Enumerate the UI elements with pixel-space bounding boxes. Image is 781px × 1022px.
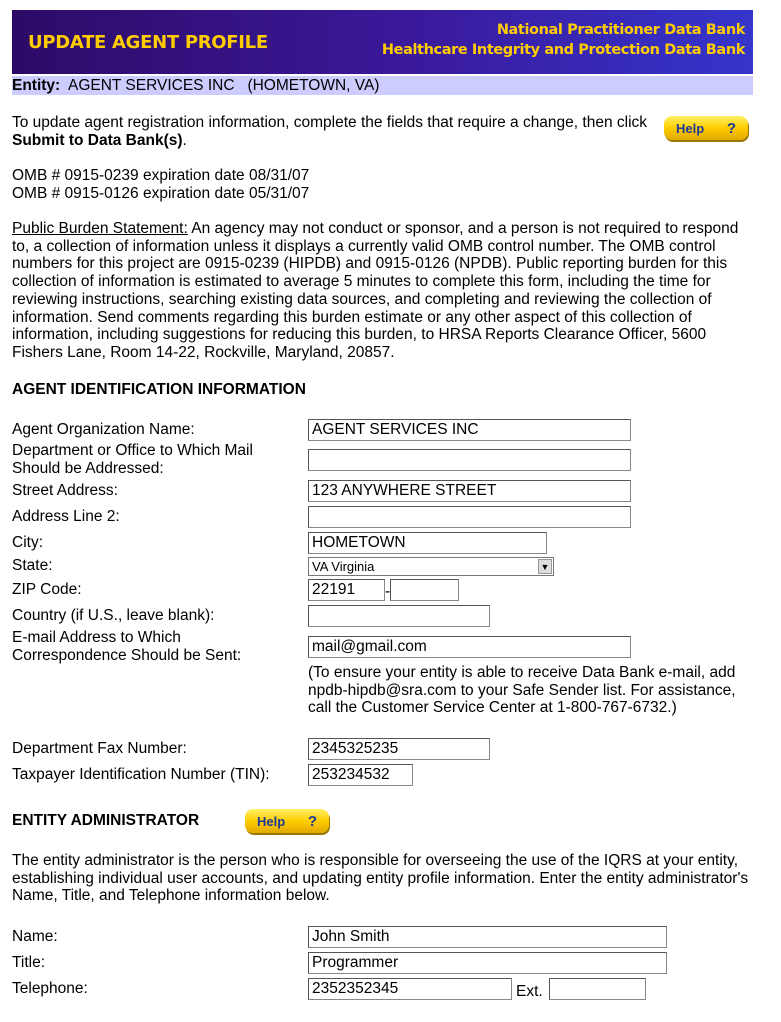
state-label: State: — [12, 557, 53, 574]
title-label: Title: — [12, 954, 46, 971]
email-label: E-mail Address to Which Correspondence Should be Sent: — [12, 629, 242, 664]
intro-text: To update agent registration information, complete the fields that require a change, then click Submit to Data Bank(s). — [12, 114, 648, 149]
ext-input[interactable] — [549, 978, 646, 1000]
entity-name: AGENT SERVICES INC — [67, 77, 235, 94]
telephone-label: Telephone: — [12, 980, 88, 997]
question-icon: ? — [307, 812, 317, 830]
org-name-label: Agent Organization Name: — [12, 421, 195, 438]
addr2-input[interactable] — [308, 506, 631, 528]
email-note: (To ensure your entity is able to receive Data Bank e-mail, add npdb-hipdb@sra.com to your Safe Sender list. For assistance, call the Customer Service Center at 1-800-767-6732.) — [308, 664, 736, 717]
city-label: City: — [12, 534, 43, 551]
org-name-hipdb: Healthcare Integrity and Protection Data Bank — [381, 42, 745, 58]
page-header — [12, 10, 753, 74]
email-input[interactable]: mail@gmail.com — [308, 636, 631, 658]
name-label: Name: — [12, 928, 58, 945]
state-select[interactable]: VA Virginia ▼ — [308, 557, 554, 576]
entity-label: Entity: — [12, 77, 61, 94]
admin-section-heading: ENTITY ADMINISTRATOR — [12, 812, 200, 829]
zip-label: ZIP Code: — [12, 581, 82, 598]
country-label: Country (if U.S., leave blank): — [12, 607, 215, 624]
street-input[interactable]: 123 ANYWHERE STREET — [308, 480, 631, 502]
omb-line: OMB # 0915-0239 expiration date 08/31/07 — [12, 167, 310, 184]
zip-input[interactable]: 22191 — [308, 579, 385, 601]
country-input[interactable] — [308, 605, 490, 627]
tin-label: Taxpayer Identification Number (TIN): — [12, 766, 270, 783]
omb-line: OMB # 0915-0126 expiration date 05/31/07 — [12, 185, 310, 202]
question-icon: ? — [726, 119, 736, 137]
city-input[interactable]: HOMETOWN — [308, 532, 547, 554]
zip-separator: - — [385, 583, 391, 600]
telephone-input[interactable]: 2352352345 — [308, 978, 512, 1000]
help-button[interactable]: Help ? — [664, 116, 748, 140]
admin-help-button[interactable]: Help ? — [245, 809, 329, 833]
addr2-label: Address Line 2: — [12, 508, 120, 525]
entity-bar — [12, 76, 753, 95]
title-input[interactable]: Programmer — [308, 952, 667, 974]
dept-label: Department or Office to Which Mail Should be Addressed: — [12, 442, 253, 477]
fax-input[interactable]: 2345325235 — [308, 738, 490, 760]
name-input[interactable]: John Smith — [308, 926, 667, 948]
chevron-down-icon: ▼ — [538, 559, 552, 574]
public-burden-statement: Public Burden Statement: An agency may not conduct or sponsor, and a person is not required to respond to, a collection of information unless it displays a currently valid OMB control number. The OMB control numbers for this project are 0915-0239 (HIPDB) and 0915-0126 (NPDB). Public reporting burden for this collection of information is estimated to average 5 minutes to complete this form, including the time for reviewing instructions, searching existing data sources, and completing and reviewing the collection of information. Send comments regarding this burden estimate or any other aspect of this collection of information, including suggestions for reducing this burden, to HRSA Reports Clearance Officer, 5600 Fishers Lane, Room 14-22, Rockville, Maryland, 20857. — [12, 220, 739, 361]
agent-section-heading: AGENT IDENTIFICATION INFORMATION — [12, 381, 306, 398]
org-name-npdb: National Practitioner Data Bank — [496, 22, 745, 38]
page-title: UPDATE AGENT PROFILE — [28, 32, 268, 53]
admin-description: The entity administrator is the person who is responsible for overseeing the use of the IQRS at your entity, establishing individual user accounts, and updating entity profile information. Enter the entity administrator's Name, Title, and Telephone information below. — [12, 852, 749, 905]
tin-input[interactable]: 253234532 — [308, 764, 413, 786]
ext-label: Ext. — [516, 983, 543, 1000]
entity-location: (HOMETOWN, VA) — [247, 77, 380, 94]
dept-input[interactable] — [308, 449, 631, 471]
org-name-input[interactable]: AGENT SERVICES INC — [308, 419, 631, 441]
zip4-input[interactable] — [390, 579, 459, 601]
street-label: Street Address: — [12, 482, 118, 499]
fax-label: Department Fax Number: — [12, 740, 187, 757]
